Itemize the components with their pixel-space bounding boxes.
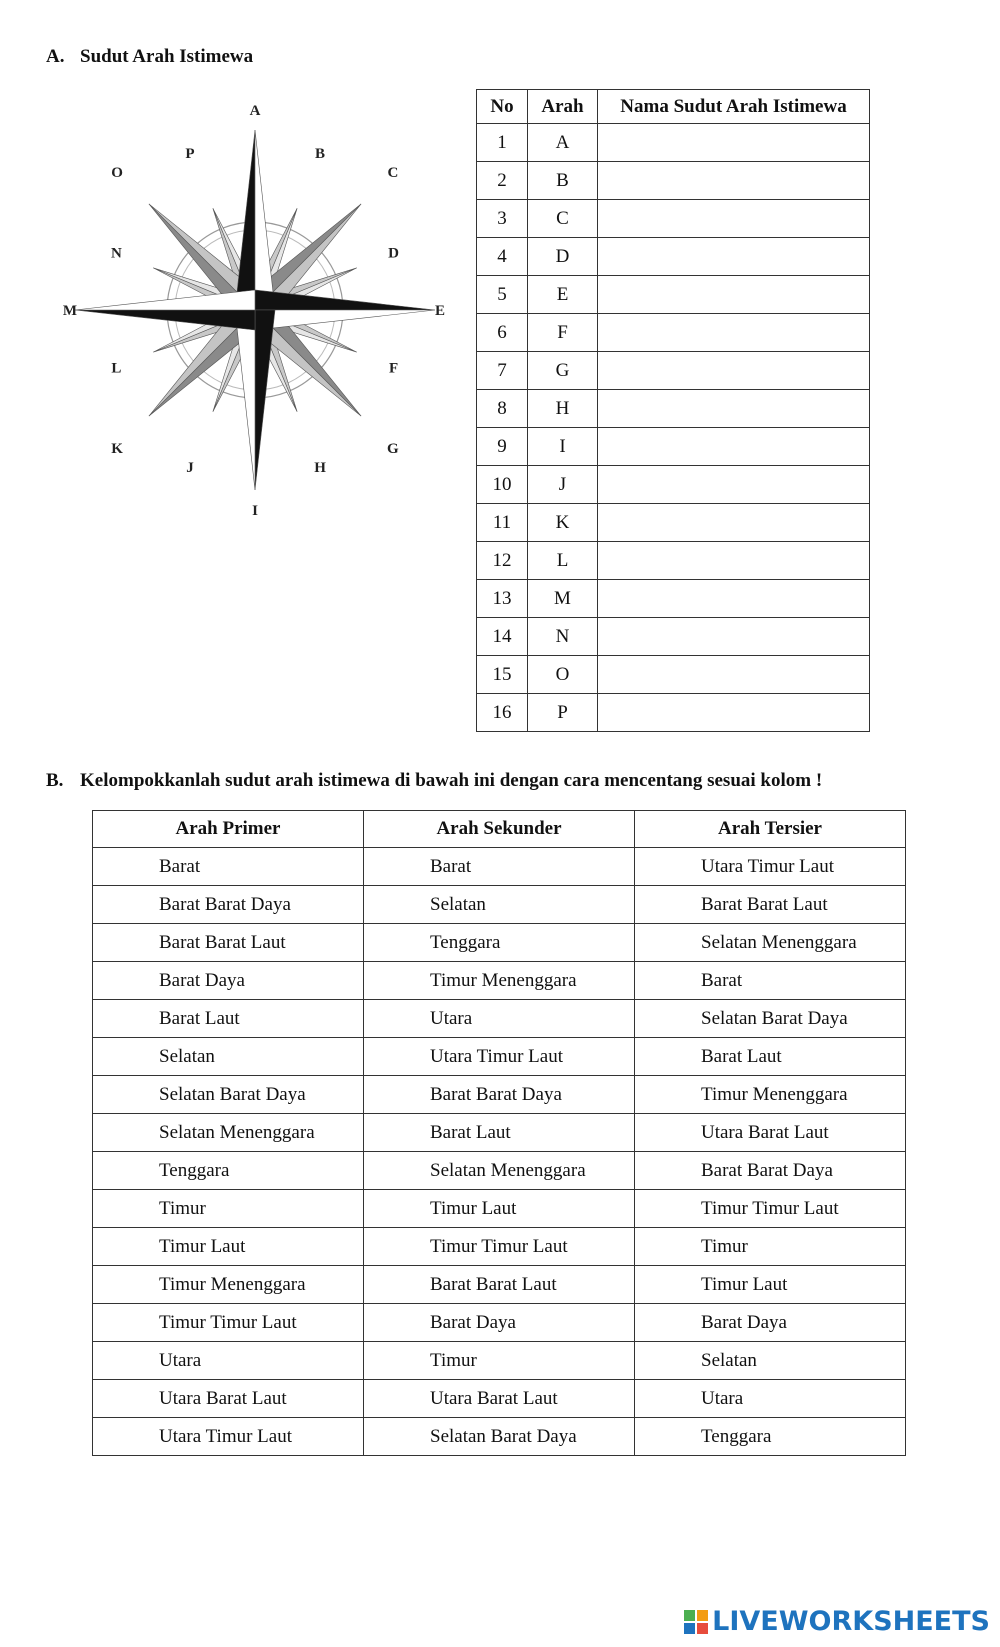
cell-no: 2 — [477, 162, 528, 200]
cell-sekunder[interactable]: Barat Laut — [364, 1114, 635, 1152]
cell-primer[interactable]: Utara Timur Laut — [93, 1418, 364, 1456]
cell-primer[interactable]: Tenggara — [93, 1152, 364, 1190]
cell-arah: L — [528, 542, 598, 580]
cell-arah: H — [528, 390, 598, 428]
cell-no: 11 — [477, 504, 528, 542]
cell-nama-input[interactable] — [598, 314, 870, 352]
cell-tersier[interactable]: Selatan Menenggara — [635, 924, 906, 962]
logo-square-orange — [697, 1610, 708, 1621]
cell-sekunder[interactable]: Timur Timur Laut — [364, 1228, 635, 1266]
table-header-row — [477, 90, 870, 124]
cell-no: 7 — [477, 352, 528, 390]
table-row — [93, 1418, 906, 1456]
cell-no: 8 — [477, 390, 528, 428]
cell-primer[interactable]: Utara — [93, 1342, 364, 1380]
cell-nama-input[interactable] — [598, 200, 870, 238]
cell-tersier[interactable]: Selatan Barat Daya — [635, 1000, 906, 1038]
cell-arah: N — [528, 618, 598, 656]
cell-sekunder[interactable]: Utara Timur Laut — [364, 1038, 635, 1076]
table-row — [93, 1228, 906, 1266]
cell-sekunder[interactable]: Tenggara — [364, 924, 635, 962]
direction-table — [476, 89, 870, 732]
cell-primer[interactable]: Barat — [93, 848, 364, 886]
compass-label-h: H — [314, 460, 326, 477]
table-row — [93, 924, 906, 962]
section-b-title — [46, 770, 822, 792]
cell-sekunder[interactable]: Barat Barat Daya — [364, 1076, 635, 1114]
cell-primer[interactable]: Timur Timur Laut — [93, 1304, 364, 1342]
cell-primer[interactable]: Barat Barat Laut — [93, 924, 364, 962]
cell-no: 16 — [477, 694, 528, 732]
primary-point-2-right — [235, 310, 255, 490]
compass-label-i: I — [252, 503, 258, 519]
cell-arah: J — [528, 466, 598, 504]
cell-arah: B — [528, 162, 598, 200]
table-row — [93, 1076, 906, 1114]
cell-tersier[interactable]: Selatan — [635, 1342, 906, 1380]
table-row — [477, 124, 870, 162]
cell-nama-input[interactable] — [598, 580, 870, 618]
cell-sekunder[interactable]: Barat — [364, 848, 635, 886]
cell-nama-input[interactable] — [598, 276, 870, 314]
cell-no: 4 — [477, 238, 528, 276]
primary-point-1-right — [255, 310, 435, 330]
cell-tersier[interactable]: Timur Laut — [635, 1266, 906, 1304]
compass-label-n: N — [110, 245, 122, 262]
compass-label-a: A — [249, 103, 261, 119]
primary-point-3-right — [75, 290, 255, 310]
cell-nama-input[interactable] — [598, 428, 870, 466]
compass-label-k: K — [111, 440, 123, 457]
table-row — [93, 962, 906, 1000]
table-row — [477, 580, 870, 618]
table-row — [93, 1038, 906, 1076]
cell-sekunder[interactable]: Barat Barat Laut — [364, 1266, 635, 1304]
table-row — [477, 504, 870, 542]
cell-no: 13 — [477, 580, 528, 618]
section-a-text: Sudut Arah Istimewa — [80, 46, 254, 67]
cell-nama-input[interactable] — [598, 352, 870, 390]
cell-tersier[interactable]: Barat Barat Daya — [635, 1152, 906, 1190]
cell-no: 15 — [477, 656, 528, 694]
compass-label-g: G — [387, 440, 399, 457]
compass-label-d: D — [388, 245, 400, 262]
cell-tersier[interactable]: Barat Daya — [635, 1304, 906, 1342]
cell-sekunder[interactable]: Selatan Menenggara — [364, 1152, 635, 1190]
cell-tersier[interactable]: Barat Barat Laut — [635, 886, 906, 924]
header-tersier: Arah Tersier — [635, 811, 906, 848]
section-a-letter: A. — [46, 46, 65, 67]
table-row — [477, 618, 870, 656]
logo-icon — [684, 1610, 708, 1634]
table-row — [93, 1266, 906, 1304]
cell-no: 5 — [477, 276, 528, 314]
cell-tersier[interactable]: Utara Barat Laut — [635, 1114, 906, 1152]
section-b-letter: B. — [46, 770, 64, 791]
primary-point-2-left — [255, 310, 275, 490]
cell-no: 12 — [477, 542, 528, 580]
compass-label-e: E — [434, 303, 446, 319]
compass-label-j: J — [186, 460, 194, 477]
cell-primer[interactable]: Utara Barat Laut — [93, 1380, 364, 1418]
cell-nama-input[interactable] — [598, 656, 870, 694]
cell-nama-input[interactable] — [598, 162, 870, 200]
header-no: No — [477, 90, 528, 124]
primary-point-0-left — [235, 130, 255, 310]
cell-arah: P — [528, 694, 598, 732]
primary-point-1-left — [255, 290, 435, 310]
cell-no: 3 — [477, 200, 528, 238]
compass-label-m: M — [62, 303, 78, 319]
table-row — [477, 238, 870, 276]
cell-primer[interactable]: Timur — [93, 1190, 364, 1228]
cell-arah: G — [528, 352, 598, 390]
compass-label-l: L — [111, 360, 122, 377]
cell-primer[interactable]: Barat Laut — [93, 1000, 364, 1038]
cell-primer[interactable]: Timur Laut — [93, 1228, 364, 1266]
cell-tersier[interactable]: Timur Timur Laut — [635, 1190, 906, 1228]
cell-tersier[interactable]: Utara Timur Laut — [635, 848, 906, 886]
table-row — [477, 428, 870, 466]
header-sekunder: Arah Sekunder — [364, 811, 635, 848]
cell-sekunder[interactable]: Selatan Barat Daya — [364, 1418, 635, 1456]
cell-tersier[interactable]: Barat — [635, 962, 906, 1000]
table-row — [477, 352, 870, 390]
compass-label-c: C — [387, 165, 399, 182]
compass-label-b: B — [315, 145, 326, 162]
cell-primer[interactable]: Selatan Menenggara — [93, 1114, 364, 1152]
table-row — [477, 200, 870, 238]
cell-nama-input[interactable] — [598, 390, 870, 428]
cell-sekunder[interactable]: Timur Menenggara — [364, 962, 635, 1000]
table-row — [477, 390, 870, 428]
header-nama: Nama Sudut Arah Istimewa — [598, 90, 870, 124]
logo-square-red — [697, 1623, 708, 1634]
cell-nama-input[interactable] — [598, 504, 870, 542]
cell-tersier[interactable]: Utara — [635, 1380, 906, 1418]
cell-sekunder[interactable]: Utara — [364, 1000, 635, 1038]
cell-tersier[interactable]: Barat Laut — [635, 1038, 906, 1076]
cell-sekunder[interactable]: Timur — [364, 1342, 635, 1380]
header-arah: Arah — [528, 90, 598, 124]
cell-no: 9 — [477, 428, 528, 466]
logo-square-green — [684, 1610, 695, 1621]
cell-no: 10 — [477, 466, 528, 504]
cell-nama-input[interactable] — [598, 618, 870, 656]
cell-nama-input[interactable] — [598, 542, 870, 580]
cell-nama-input[interactable] — [598, 466, 870, 504]
cell-sekunder[interactable]: Selatan — [364, 886, 635, 924]
table-row — [93, 848, 906, 886]
primary-point-3-left — [75, 310, 255, 330]
primary-point-0-right — [255, 130, 275, 310]
table-row — [477, 466, 870, 504]
cell-primer[interactable]: Selatan — [93, 1038, 364, 1076]
table-row — [93, 1152, 906, 1190]
cell-arah: D — [528, 238, 598, 276]
cell-arah: F — [528, 314, 598, 352]
cell-nama-input[interactable] — [598, 694, 870, 732]
cell-primer[interactable]: Barat Daya — [93, 962, 364, 1000]
cell-primer[interactable]: Timur Menenggara — [93, 1266, 364, 1304]
section-b-text: Kelompokkanlah sudut arah istimewa di bawah ini dengan cara mencentang sesuai kolom ! — [80, 770, 823, 791]
cell-tersier[interactable]: Timur — [635, 1228, 906, 1266]
cell-no: 14 — [477, 618, 528, 656]
cell-arah: E — [528, 276, 598, 314]
table-row — [477, 542, 870, 580]
table-row — [93, 886, 906, 924]
liveworksheets-logo — [684, 1606, 990, 1637]
cell-nama-input[interactable] — [598, 238, 870, 276]
cell-arah: I — [528, 428, 598, 466]
table-row — [477, 656, 870, 694]
cell-primer[interactable]: Selatan Barat Daya — [93, 1076, 364, 1114]
table-row — [93, 1304, 906, 1342]
compass-label-p: P — [185, 145, 195, 162]
cell-arah: O — [528, 656, 598, 694]
section-a-title — [46, 46, 253, 68]
cell-arah: M — [528, 580, 598, 618]
table-row — [477, 694, 870, 732]
cell-arah: C — [528, 200, 598, 238]
cell-arah: A — [528, 124, 598, 162]
compass-rose — [60, 103, 450, 520]
cell-sekunder[interactable]: Timur Laut — [364, 1190, 635, 1228]
logo-text: LIVEWORKSHEETS — [712, 1606, 990, 1637]
cell-no: 6 — [477, 314, 528, 352]
table-row — [93, 1380, 906, 1418]
table-row — [93, 1114, 906, 1152]
cell-tersier[interactable]: Timur Menenggara — [635, 1076, 906, 1114]
compass-label-o: O — [111, 165, 123, 182]
cell-sekunder[interactable]: Utara Barat Laut — [364, 1380, 635, 1418]
grouping-table — [92, 810, 906, 1456]
table-header-row — [93, 811, 906, 848]
table-row — [477, 314, 870, 352]
table-row — [93, 1342, 906, 1380]
cell-tersier[interactable]: Tenggara — [635, 1418, 906, 1456]
cell-no: 1 — [477, 124, 528, 162]
header-primer: Arah Primer — [93, 811, 364, 848]
table-row — [477, 162, 870, 200]
table-row — [93, 1000, 906, 1038]
table-row — [93, 1190, 906, 1228]
cell-sekunder[interactable]: Barat Daya — [364, 1304, 635, 1342]
compass-label-f: F — [388, 360, 399, 377]
logo-square-blue — [684, 1623, 695, 1634]
cell-nama-input[interactable] — [598, 124, 870, 162]
cell-primer[interactable]: Barat Barat Daya — [93, 886, 364, 924]
table-row — [477, 276, 870, 314]
cell-arah: K — [528, 504, 598, 542]
